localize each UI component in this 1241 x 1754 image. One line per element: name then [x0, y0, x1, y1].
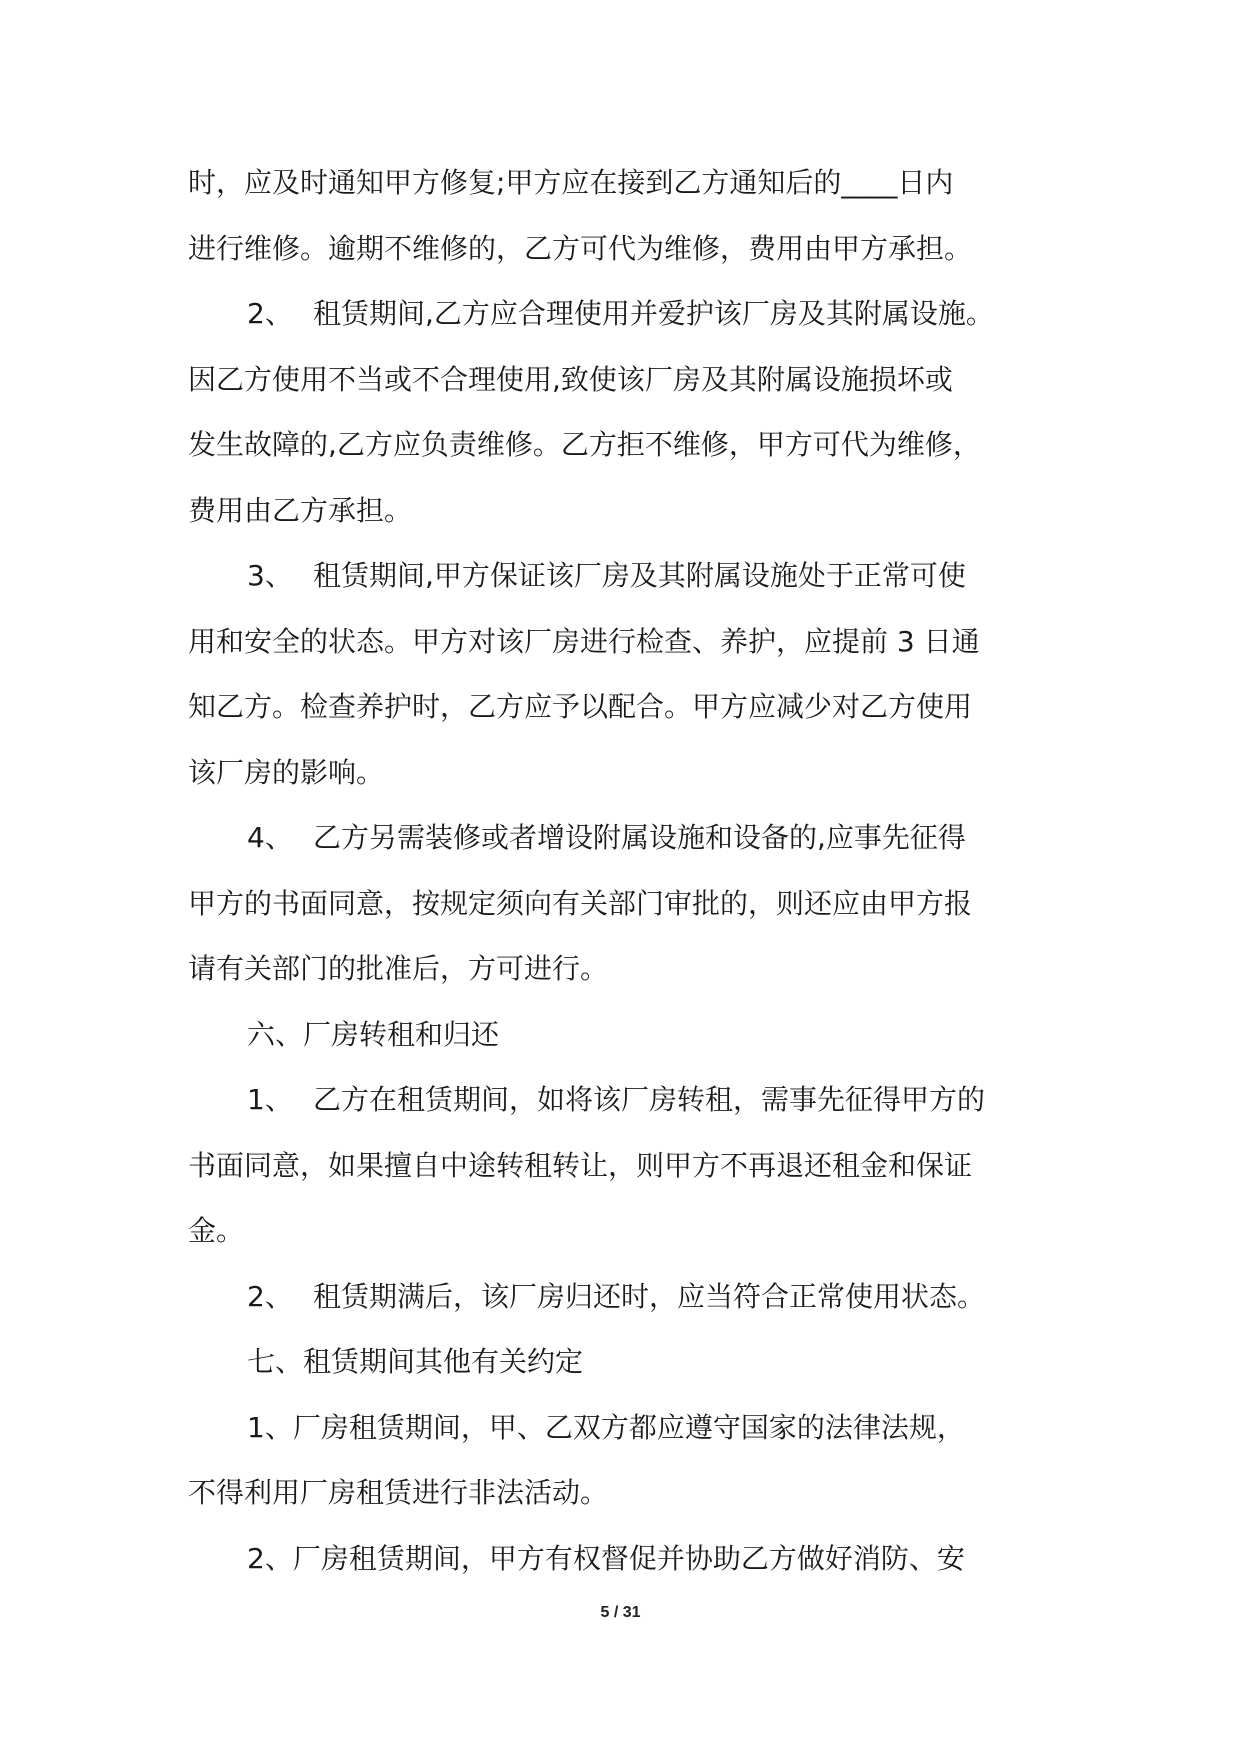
text-line: 请有关部门的批准后，方可进行。: [188, 952, 609, 985]
item-number: 2、: [247, 1279, 293, 1313]
text-line: 因乙方使用不当或不合理使用,致使该厂房及其附属设施损坏或: [188, 362, 953, 396]
item-text: 租赁期间,乙方应合理使用并爱护该厂房及其附属设施。: [313, 297, 994, 330]
text-line: 费用由乙方承担。: [188, 493, 413, 527]
list-item: [188, 281, 1068, 347]
item-number: 2、: [247, 297, 293, 330]
text-line: 知乙方。检查养护时，乙方应予以配合。甲方应减少对乙方使用: [188, 690, 973, 723]
text-line: 该厂房的影响。: [188, 755, 385, 789]
list-item: [188, 543, 1068, 609]
item-text: 租赁期间,甲方保证该厂房及其附属设施处于正常可使: [313, 559, 966, 592]
item-text: 乙方在租赁期间，如将该厂房转租，需事先征得甲方的: [313, 1083, 986, 1116]
section-heading: 七、租赁期间其他有关约定: [247, 1345, 584, 1378]
list-item: [188, 1264, 1068, 1330]
section-heading: 六、厂房转租和归还: [247, 1017, 500, 1051]
text-line: 书面同意，如果擅自中途转租转让，则甲方不再退还租金和保证: [188, 1148, 973, 1182]
text-line: 金。: [188, 1214, 245, 1247]
item-number: 3、: [247, 559, 293, 592]
list-item: [188, 1067, 1068, 1133]
list-item: [188, 805, 1068, 871]
item-number: 1、: [247, 1083, 293, 1116]
text-line: 发生故障的,乙方应负责维修。乙方拒不维修，甲方可代为维修，: [188, 428, 981, 461]
document-body: [188, 150, 1068, 1591]
text-line: 进行维修。逾期不维修的，乙方可代为维修，费用由甲方承担。: [188, 231, 973, 265]
item-text: 租赁期满后，该厂房归还时，应当符合正常使用状态。: [313, 1279, 986, 1313]
text-line: 甲方的书面同意，按规定须向有关部门审批的，则还应由甲方报: [188, 886, 973, 920]
text-line: 用和安全的状态。甲方对该厂房进行检查、养护，应提前 3 日通: [188, 624, 980, 658]
text-line: 2、厂房租赁期间，甲方有权督促并协助乙方做好消防、安: [247, 1541, 965, 1575]
text-line: 时，应及时通知甲方修复;甲方应在接到乙方通知后的____日内: [188, 166, 954, 199]
item-text: 乙方另需装修或者增设附属设施和设备的,应事先征得: [313, 821, 966, 854]
item-number: 4、: [247, 821, 293, 854]
page-number: 5 / 31: [600, 1604, 641, 1621]
text-line: 1、厂房租赁期间，甲、乙双方都应遵守国家的法律法规，: [247, 1410, 965, 1444]
text-line: 不得利用厂房租赁进行非法活动。: [188, 1476, 609, 1509]
